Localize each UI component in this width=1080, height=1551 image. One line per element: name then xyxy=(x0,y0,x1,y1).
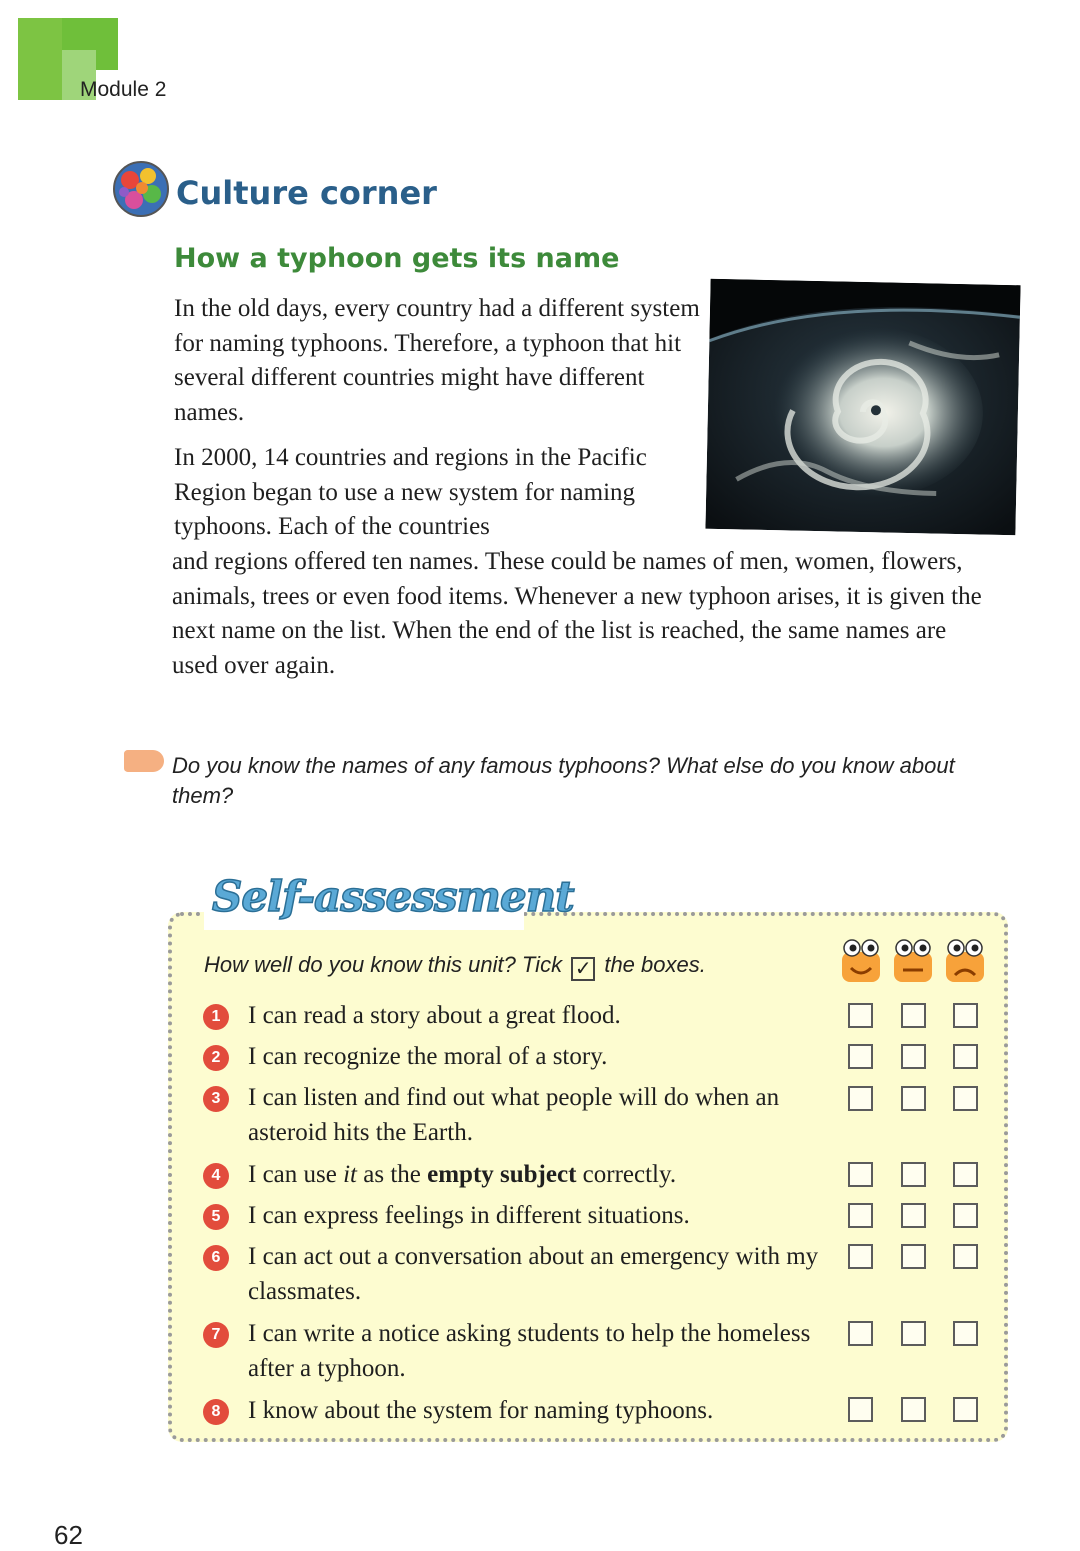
rating-checkbox-poor[interactable] xyxy=(953,1003,978,1028)
instruction-text: the boxes. xyxy=(604,952,706,977)
item-text-italic: it xyxy=(343,1161,357,1188)
item-number-badge: 5 xyxy=(203,1204,229,1230)
rating-checkbox-good[interactable] xyxy=(848,1044,873,1069)
neutral-face-icon xyxy=(892,938,934,984)
rating-checkbox-ok[interactable] xyxy=(901,1003,926,1028)
page-number: 62 xyxy=(54,1520,83,1550)
assessment-item-text: I can write a notice asking students to help the homeless after a typhoon. xyxy=(248,1320,811,1382)
item-text-part: I can use xyxy=(248,1161,344,1188)
paragraph: In the old days, every country had a different system for naming typhoons. Therefore, a typhoon that hit several different countries might have different names. xyxy=(174,295,700,426)
rating-checkbox-ok[interactable] xyxy=(901,1244,926,1269)
rating-checkbox-good[interactable] xyxy=(848,1321,873,1346)
assessment-item-text: I know about the system for naming typhoons. xyxy=(248,1397,714,1424)
paragraph: In 2000, 14 countries and regions in the Pacific Region began to use a new system for naming typhoons. Each of the countries xyxy=(174,444,647,540)
rating-checkbox-good[interactable] xyxy=(848,1203,873,1228)
discussion-question: Do you know the names of any famous typhoons? What else do you know about them? xyxy=(172,753,955,808)
assessment-item-text: I can act out a conversation about an emergency with my classmates. xyxy=(248,1243,819,1305)
rating-checkbox-good[interactable] xyxy=(848,1162,873,1187)
sad-face-icon xyxy=(944,938,986,984)
tick-example-box: ✓ xyxy=(571,957,595,981)
item-number-badge: 2 xyxy=(203,1045,229,1071)
paragraph: and regions offered ten names. These could be names of men, women, flowers, animals, trees or even food items. Whenever a new typhoon arises, it is given the next name on the list. When the end of the list is reached, the same names are used over again. xyxy=(172,548,982,679)
rating-checkbox-poor[interactable] xyxy=(953,1244,978,1269)
rating-checkbox-poor[interactable] xyxy=(953,1044,978,1069)
section-title: Culture corner xyxy=(176,174,437,212)
rating-checkbox-poor[interactable] xyxy=(953,1203,978,1228)
item-text-part: as the xyxy=(357,1161,428,1188)
module-tab-block xyxy=(18,18,62,100)
item-text-bold: empty subject xyxy=(427,1161,577,1188)
assessment-item-text: I can read a story about a great flood. xyxy=(248,1002,621,1029)
discussion-marker xyxy=(124,750,164,772)
rating-checkbox-ok[interactable] xyxy=(901,1086,926,1111)
item-number-badge: 3 xyxy=(203,1086,229,1112)
rating-checkbox-poor[interactable] xyxy=(953,1086,978,1111)
self-assessment-title: Self-assessment xyxy=(212,872,574,921)
rating-checkbox-ok[interactable] xyxy=(901,1397,926,1422)
assessment-item-text: I can listen and find out what people will do when an asteroid hits the Earth. xyxy=(248,1084,780,1146)
rating-checkbox-ok[interactable] xyxy=(901,1162,926,1187)
assessment-item-text xyxy=(248,1158,828,1193)
article-title: How a typhoon gets its name xyxy=(174,243,620,274)
instruction-text: How well do you know this unit? Tick xyxy=(204,952,563,977)
assessment-item-text: I can express feelings in different situations. xyxy=(248,1202,690,1229)
self-assessment-instruction xyxy=(204,952,706,981)
rating-checkbox-good[interactable] xyxy=(848,1397,873,1422)
rating-checkbox-poor[interactable] xyxy=(953,1397,978,1422)
assessment-item-text: I can recognize the moral of a story. xyxy=(248,1043,608,1070)
item-number-badge: 6 xyxy=(203,1245,229,1271)
rating-checkbox-ok[interactable] xyxy=(901,1044,926,1069)
item-number-badge: 1 xyxy=(203,1004,229,1030)
rating-checkbox-good[interactable] xyxy=(848,1086,873,1111)
rating-checkbox-good[interactable] xyxy=(848,1003,873,1028)
rating-checkbox-good[interactable] xyxy=(848,1244,873,1269)
item-number-badge: 4 xyxy=(203,1163,229,1189)
globe-collage-icon xyxy=(112,160,170,218)
rating-checkbox-ok[interactable] xyxy=(901,1203,926,1228)
rating-checkbox-poor[interactable] xyxy=(953,1162,978,1187)
rating-checkbox-poor[interactable] xyxy=(953,1321,978,1346)
module-label: Module 2 xyxy=(80,78,167,101)
happy-face-icon xyxy=(840,938,882,984)
rating-checkbox-ok[interactable] xyxy=(901,1321,926,1346)
item-text-part: correctly. xyxy=(576,1161,677,1188)
item-number-badge: 8 xyxy=(203,1399,229,1425)
typhoon-satellite-image xyxy=(705,279,1020,535)
item-number-badge: 7 xyxy=(203,1322,229,1348)
